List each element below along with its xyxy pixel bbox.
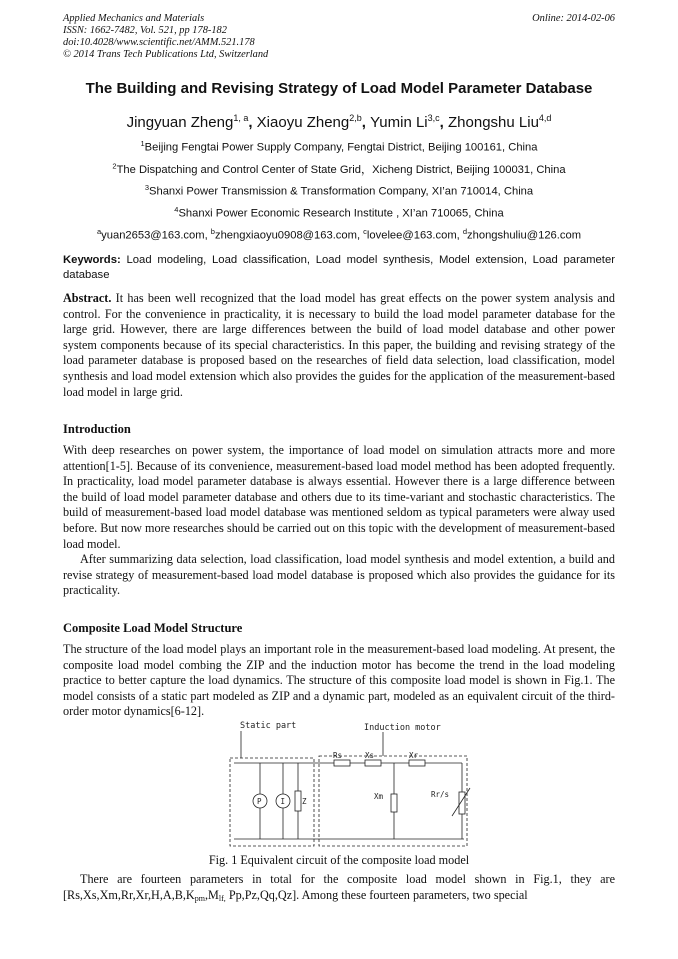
affiliation-sup: 2 [112, 161, 117, 171]
xs-label: Xs [365, 751, 375, 760]
static-part-label: Static part [240, 721, 297, 731]
p-label: P [257, 797, 262, 806]
composite-paragraph-2 [63, 872, 615, 906]
figure-caption: Fig. 1 Equivalent circuit of the composite load model [208, 853, 470, 867]
subscript-pm: pm [194, 893, 205, 903]
email-sup: d [462, 227, 468, 236]
email-list [0, 227, 678, 242]
email-link[interactable]: lovelee@163.com, [366, 229, 463, 242]
keywords-block [63, 253, 615, 283]
email-sup: a [96, 227, 102, 236]
paragraph-text: Pp,Pz,Qq,Qz]. Among these fourteen parameters, two special [225, 887, 528, 902]
affiliation-sup: 4 [174, 205, 179, 214]
composite-text: The structure of the load model plays an important role in the measurement-based load modeling. At present, the composite load model combing the ZIP and the induction motor has become the trend in the load modeling practice to better capture the load dynamics. The structure of this composite load model is shown in Fig.1. The model consists of a static part modeled as ZIP and a dynamic part, modeled as an equivalent circuit of the third-order motor dynamics[6-12]. [63, 642, 615, 719]
intro-paragraph-2: After summarizing data selection, load classification, load model synthesis and model extention, a build and revise strategy of measurement-based load model database is proposed which also provides the guidance for its practicality. [63, 552, 615, 598]
doi-line: doi:10.4028/www.scientific.net/AMM.521.178 [63, 37, 255, 48]
author-name: Xiaoyu Zheng [256, 114, 350, 131]
induction-motor-label: Induction motor [364, 723, 441, 733]
issn-line: ISSN: 1662-7482, Vol. 521, pp 178-182 [63, 25, 227, 36]
affiliation-text: Shanxi Power Economic Research Institute , XI’an 710065, China [178, 207, 504, 220]
author-list: Jingyuan Zheng$^{1, a}$, Xiaoyu Zheng$^{2,b}$, Yumin Li$^{3,c}$, Zhongshu Liu$^{4,d}$ [126, 113, 552, 131]
author-sup: 3,c [427, 113, 440, 123]
email-link[interactable]: zhongshuliu@126.com [467, 229, 582, 242]
rs-resistor [334, 760, 350, 766]
paragraph-text: ,M [204, 887, 219, 902]
i-label: I [280, 797, 286, 806]
keywords-label: Keywords: [63, 254, 121, 266]
affiliation [0, 205, 678, 220]
email-link[interactable]: yuan2653@163.com, [101, 229, 211, 242]
xm-reactor [391, 794, 397, 812]
xr-label: Xr [409, 751, 419, 760]
section-heading-introduction: Introduction [63, 422, 131, 436]
email-sup: c [363, 227, 367, 236]
journal-name: Applied Mechanics and Materials [63, 13, 205, 24]
z-label: Z [302, 797, 307, 806]
affiliation-sup: 3 [144, 183, 150, 192]
email-sup: b [210, 227, 215, 236]
intro-paragraph-1: With deep researches on power system, the importance of load model on simulation attracts more and more attention[1-5]. Because of its convenience, measurement-based load model method has been adopted frequently. In practicality, load model parameter database is always essential. However there is a large difference between the build of load model parameter database and others due to its time-variant and stochastic characteristics. The build of measurement-based load model database was mentioned seldom as typical parameters were alway used before. But now more researches should be carried out on this topic with the development of measurement-based load model. [63, 443, 615, 551]
xr-reactor [409, 760, 425, 766]
abstract-text: It has been well recognized that the load model has great effects on the power system analysis and control. For the convenience in practicality, it is necessary to build the load model parameter database for the large grid. However, there are large differences between the build of load model database and other power system components because of its special characteristics. In this paper, the building and revising strategy of the load parameter database is proposed based on the researches of field data selection, load classification, model synthesis and load model extension which also provides the guides for the application of the measurement-based load model in large grid. [63, 291, 615, 399]
xm-label: Xm [374, 792, 384, 801]
abstract-block [63, 291, 615, 400]
paper-title: The Building and Revising Strategy of Load Model Parameter Database [85, 80, 593, 97]
keywords-text: Load modeling, Load classification, Load model synthesis, Model extension, Load parameter database [63, 254, 615, 281]
paragraph-text: There are fourteen parameters in total for the composite load model shown in Fig.1, they are [Rs,Xs,Xm,Rr,Xr,H,A,B,K [63, 872, 615, 902]
author-name: Zhongshu Liu [448, 114, 539, 131]
author-sup: 1, a [233, 113, 249, 123]
section-heading-composite: Composite Load Model Structure [63, 621, 243, 635]
author-name: Yumin Li [370, 114, 428, 131]
affiliation-text: Beijing Fengtai Power Supply Company, Fengtai District, Beijing 100161, China [144, 141, 538, 154]
author-name: Jingyuan Zheng [126, 114, 234, 131]
affiliation-sup: 1 [140, 139, 145, 148]
email-link[interactable]: zhengxiaoyu0908@163.com, [214, 229, 364, 242]
composite-paragraph-1 [63, 642, 615, 720]
introduction-body [63, 443, 615, 599]
equivalent-circuit-figure [226, 718, 472, 850]
author-sup: 4,d [538, 113, 552, 123]
affiliation [0, 161, 678, 177]
z-impedance-symbol [295, 791, 301, 811]
affiliation-text: Shanxi Power Transmission & Transformation Company, XI’an 710014, China [149, 185, 534, 198]
journal-header [63, 13, 268, 61]
rs-label: Rs [333, 751, 343, 760]
author-sup: 2,b [349, 113, 362, 123]
abstract-label: Abstract. [63, 291, 112, 305]
affiliation-text: The Dispatching and Control Center of State Grid，Xicheng District, Beijing 100031, China [116, 164, 566, 176]
copyright-line: © 2014 Trans Tech Publications Ltd, Switzerland [63, 49, 269, 60]
xs-reactor [365, 760, 381, 766]
subscript-lf: lf, [218, 893, 226, 903]
rr-label: Rr/s [431, 790, 450, 799]
online-date: Online: 2014-02-06 [532, 13, 615, 24]
affiliation [0, 139, 678, 154]
affiliation [0, 183, 678, 198]
